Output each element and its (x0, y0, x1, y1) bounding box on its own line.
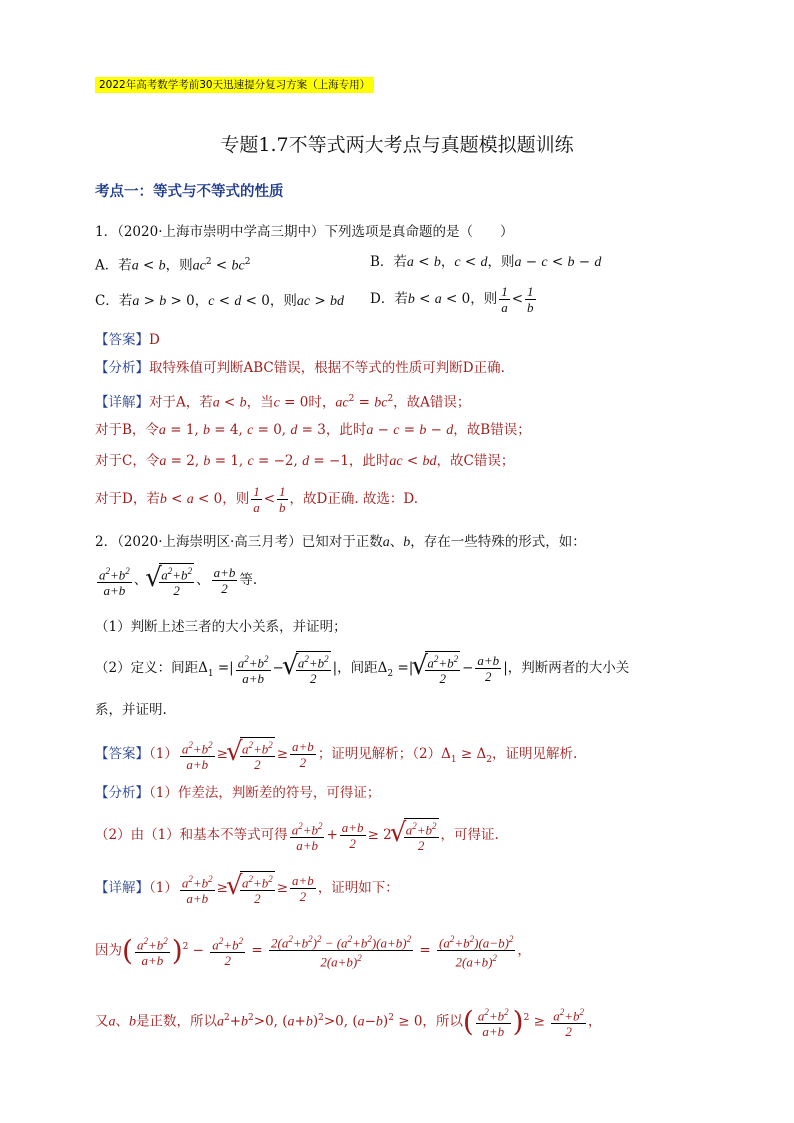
q2-part1: （1）判断上述三者的大小关系，并证明； (95, 619, 347, 635)
q1-detail-b: 对于B，令a = 1, b = 4, c = 0, d = 3，此时a − c = b − d，故B错误； (95, 422, 531, 438)
q2-forms: $\frac{a^2+b^2}{a+b}$ 、 √ $\frac{a^2+b^2}{2}$ 、 $\frac{a+b}{2}$ 等. (95, 563, 257, 598)
section-heading: 考点一：等式与不等式的性质 (95, 184, 284, 200)
q1-stem: 1．（2020·上海市崇明中学高三期中）下列选项是真命题的是（ ） (95, 224, 514, 240)
q2-detail-positive: 又a、b是正数，所以$a^2+b^2>0$, $(a+b)^2>0$, $(a-b)^2 \ge 0$，所以( $\frac{a^2+b^2}{a+b}$ )$^2$ ≥ $\frac{a^2+b^2}{2}$ ， (95, 1005, 602, 1040)
q2-detail-1: 【详解】（1） $\frac{a^2+b^2}{a+b}$ ≥ √ $\frac{a^2+b^2}{2}$ ≥ $\frac{a+b}{2}$ ，证明如下： (95, 871, 399, 906)
q1-option-d: D．若b < a < 0，则 $\frac{1}{a}$ < $\frac{1}{b}$ (370, 284, 534, 315)
q1-answer: 【答案】D (95, 332, 160, 348)
q1-option-a: A．若a < b，则$ac^2 < bc^2$ (95, 257, 251, 274)
q2-part2: （2）定义：间距$\Delta_1$ =| $\frac{a^2+b^2}{a+b}$ − √ $\frac{a^2+b^2}{2}$ |，间距$\Delta_2$ =| √ $\frac{a^2+b^2}{2}$ − $\frac{a+b}{2}$ |，判断两者的大小关 (95, 651, 629, 686)
q2-answer: 【答案】（1） $\frac{a^2+b^2}{a+b}$ ≥ √ $\frac{a^2+b^2}{2}$ ≥ $\frac{a+b}{2}$ ；证明见解析；$(2)\Delta_1 \ge \Delta_2$，证明见解析. (95, 737, 577, 772)
q2-stem: 2．（2020·上海崇明区·高三月考）已知对于正数a、b，存在一些特殊的形式，如： (95, 534, 586, 550)
q1-detail-c: 对于C，令a = 2, b = 1, c = −2, d = −1，此时ac < bd，故C错误； (95, 453, 515, 469)
q1-option-c: C．若a > b > 0，c < d < 0，则ac > bd (95, 293, 344, 309)
q2-analysis-1: 【分析】（1）作差法，判断差的符号，可得证； (95, 785, 381, 801)
q2-detail-because: 因为( $\frac{a^2+b^2}{a+b}$ )$^2$ − $\frac{a^2+b^2}{2}$ = $\frac{2(a^2+b^2)^2 - (a^2+b^2)(a+b)^2}{2(a+b)^2}$ = $\frac{(a^2+b^2)(a-b)^2}{2(a+b)^2}$ ， (95, 933, 531, 970)
q2-part2-cont: 系，并证明. (95, 702, 167, 718)
header-banner: 2022年高考数学考前30天迅速提分复习方案（上海专用） (95, 77, 374, 93)
page-title: 专题1.7不等式两大考点与真题模拟题训练 (220, 134, 574, 156)
q1-analysis: 【分析】取特殊值可判断ABC错误，根据不等式的性质可判断D正确. (95, 360, 505, 376)
q2-analysis-2: （2）由（1）和基本不等式可得 $\frac{a^2+b^2}{a+b}$ + $\frac{a+b}{2}$ ≥ 2 √ $\frac{a^2+b^2}{2}$ ，可得证. (95, 818, 499, 853)
q1-detail-d: 对于D，若b < a < 0，则 $\frac{1}{a}$ < $\frac{1}{b}$ ，故D正确. 故选：D. (95, 484, 419, 515)
q1-option-b: B．若a < b，c < d，则a − c < b − d (370, 254, 602, 270)
q1-detail-a: 【详解】对于A，若a < b，当c = 0时，$ac^2 = bc^2$，故A错误； (95, 394, 471, 411)
